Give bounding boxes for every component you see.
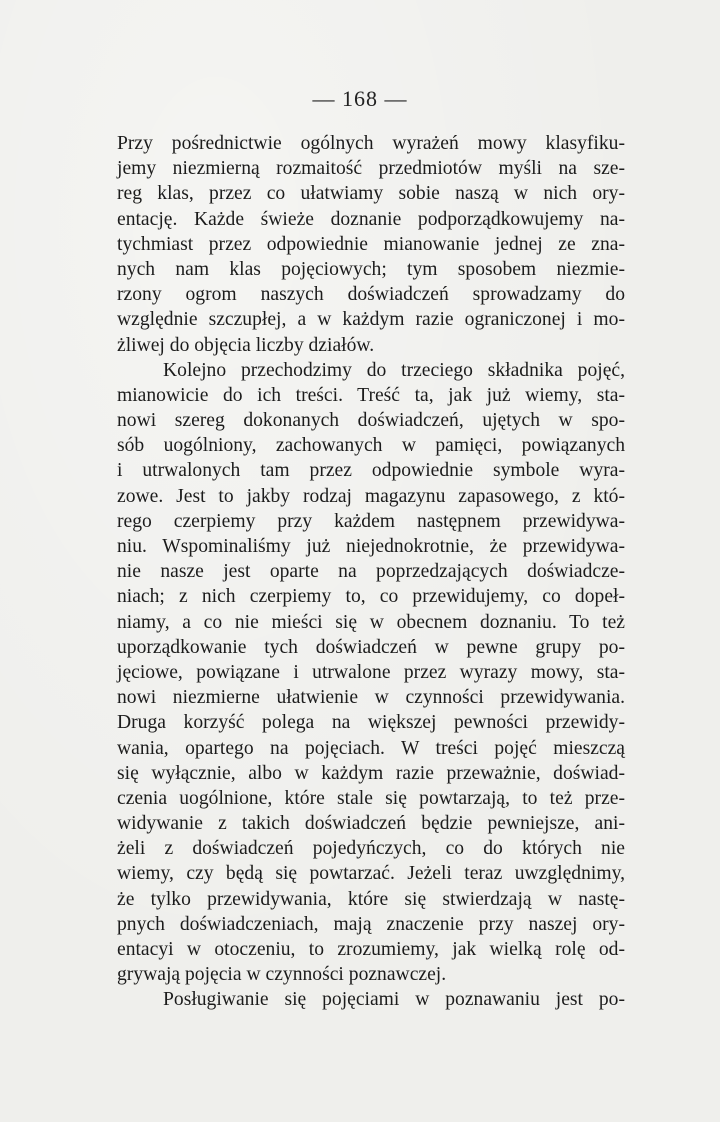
text-line: niamy, a co nie mieści się w obecnem doznaniu. To też [117,611,625,633]
text-line: Posługiwanie się pojęciami w poznawaniu jest po- [163,989,625,1011]
text-line: zowe. Jest to jakby rodzaj magazynu zapasowego, z któ- [117,485,625,507]
text-line: względnie szczupłej, a w każdym razie ograniczonej i mo- [117,309,625,331]
text-line: Kolejno przechodzimy do trzeciego składnika pojęć, [163,359,625,381]
text-line: żliwej do objęcia liczby działów. [117,334,375,356]
text-line: jemy niezmierną rozmaitość przedmiotów myśli na sze- [117,158,625,180]
text-line: sób uogólniony, zachowanych w pamięci, powiązanych [117,435,625,457]
text-line: rego czerpiemy przy każdem następnem przewidywa- [117,510,625,532]
text-line: widywanie z takich doświadczeń będzie pewniejsze, ani- [117,813,625,835]
text-line: niach; z nich czerpiemy to, co przewidujemy, co dopeł- [117,586,625,608]
text-line: się wyłącznie, albo w każdym razie przeważnie, doświad- [117,762,625,784]
text-line: nych nam klas pojęciowych; tym sposobem niezmie- [117,258,625,280]
text-line: entacyi w otoczeniu, to zrozumiemy, jak wielką rolę od- [117,939,625,960]
text-line: pnych doświadczeniach, mają znaczenie przy naszej ory- [117,913,625,935]
text-line: grywają pojęcia w czynności poznawczej. [117,964,447,986]
text-line: nowi niezmierne ułatwienie w czynności przewidywania. [117,687,625,709]
text-line: reg klas, przez co ułatwiamy sobie naszą w nich ory- [117,183,625,205]
page-number: — 168 — [312,86,408,111]
text-line: i utrwalonych tam przez odpowiednie symbole wyra- [117,460,625,482]
text-line: mianowicie do ich treści. Treść ta, jak już wiemy, sta- [117,384,625,406]
text-line: uporządkowanie tych doświadczeń w pewne grupy po- [117,636,625,658]
text-line: czenia uogólnione, które stale się powtarzają, to też prze- [117,787,625,809]
text-line: wania, opartego na pojęciach. W treści pojęć mieszczą [117,737,625,759]
text-line: nie nasze jest oparte na poprzedzających doświadcze- [117,561,625,583]
body-text [117,131,625,1013]
text-line: niu. Wspominaliśmy już niejednokrotnie, że przewidywa- [117,536,625,557]
text-line: rzony ogrom naszych doświadczeń sprowadzamy do [117,284,625,306]
text-line: nowi szereg dokonanych doświadczeń, ujętych w spo- [117,410,625,432]
text-line: wiemy, czy będą się powtarzać. Jeżeli teraz uwzględnimy, [117,863,625,885]
text-line: żeli z doświadczeń pojedyńczych, co do których nie [117,838,625,860]
text-line: że tylko przewidywania, które się stwierdzają w nastę- [117,888,625,910]
text-line: entację. Każde świeże doznanie podporządkowujemy na- [117,208,625,230]
text-line: jęciowe, powiązane i utrwalone przez wyrazy mowy, sta- [117,661,625,683]
text-line: Przy pośrednictwie ogólnych wyrażeń mowy klasyfiku- [117,133,625,154]
text-line: Druga korzyść polega na większej pewności przewidy- [117,712,625,734]
text-line: tychmiast przez odpowiednie mianowanie jednej ze zna- [117,233,625,255]
